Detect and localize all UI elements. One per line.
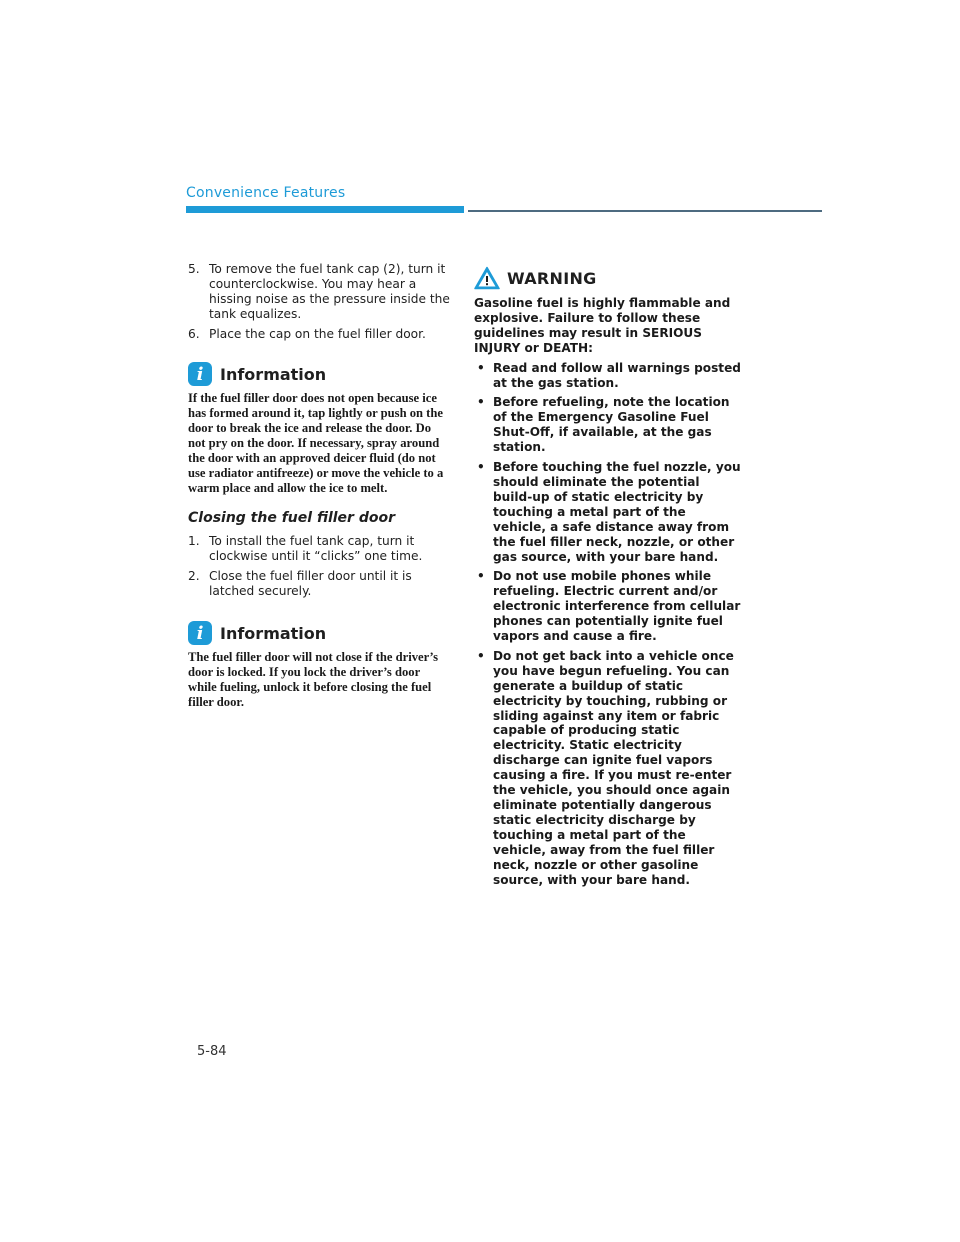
step-1 [188, 534, 450, 564]
step-2 [188, 569, 450, 599]
section-title: Convenience Features [186, 185, 346, 201]
information-body: The fuel filler door will not close if the driver’s door is locked. If you lock the driver’s door while fueling, unlock it before closing the fuel filler door. [188, 650, 439, 709]
bullet-text: Do not use mobile phones while refueling. Electric current and/or electronic interference from cellular phones can potentially ignite fuel vapors and cause a fire. [493, 569, 741, 644]
warning-bullet [474, 395, 742, 455]
information-header [188, 362, 450, 386]
step-text: To remove the fuel tank cap (2), turn it counterclockwise. You may hear a hissing noise as the pressure inside the tank equalizes. [209, 262, 450, 321]
bullet-marker: • [477, 460, 485, 475]
bullet-text: Before refueling, note the location of the Emergency Gasoline Fuel Shut-Off, if available, at the gas station. [493, 395, 730, 455]
bullet-text: Do not get back into a vehicle once you have begun refueling. You can generate a buildup of static electricity by touching, rubbing or sliding against any item or fabric capable of producing static electricity. Static electricity discharge can ignite fuel vapors causing a fire. If you must re-enter the vehicle, you should once again eliminate potentially dangerous static electricity discharge by touching a metal part of the vehicle, away from the fuel filler neck, nozzle or other gasoline source, with your bare hand. [493, 648, 734, 887]
info-icon: i [188, 621, 212, 645]
information-title: Information [220, 364, 327, 384]
bullet-marker: • [477, 569, 485, 584]
step-number: 6. [188, 327, 200, 341]
warning-header [474, 266, 742, 290]
step-text: Close the fuel filler door until it is latched securely. [209, 569, 412, 598]
bullet-marker: • [477, 648, 485, 663]
bullet-text: Before touching the fuel nozzle, you should eliminate the potential build-up of static electricity by touching a metal part of the vehicle, a safe distance away from the fuel filler neck, nozzle, or other gas source, with your bare hand. [493, 460, 741, 564]
left-column [188, 262, 450, 710]
information-title: Information [220, 623, 327, 643]
warning-bullet [474, 460, 742, 564]
closing-section-heading: Closing the fuel filler door [188, 510, 395, 526]
page-number: 5-84 [197, 1044, 227, 1059]
right-column [474, 266, 742, 892]
bullet-marker: • [477, 360, 485, 375]
step-text: Place the cap on the fuel filler door. [209, 327, 426, 341]
information-header [188, 621, 450, 645]
step-number: 5. [188, 262, 200, 276]
step-5 [188, 262, 450, 322]
warning-bullet [474, 361, 742, 391]
warning-intro: Gasoline fuel is highly flammable and explosive. Failure to follow these guidelines may result in SERIOUS INJURY or DEATH: [474, 296, 731, 355]
warning-triangle-icon [474, 266, 500, 290]
bullet-text: Read and follow all warnings posted at the gas station. [493, 360, 741, 390]
step-text: To install the fuel tank cap, turn it clockwise until it “clicks” one time. [209, 534, 423, 563]
warning-bullet [474, 649, 742, 888]
header-accent-rule [186, 206, 464, 213]
warning-title: WARNING [507, 268, 597, 288]
bullet-marker: • [477, 395, 485, 410]
step-number: 1. [188, 534, 200, 548]
information-body: If the fuel filler door does not open because ice has formed around it, tap lightly or push on the door to break the ice and release the door. Do not pry on the door. If necessary, spray around the door with an approved deicer fluid (do not use radiator antifreeze) or move the vehicle to a warm place and allow the ice to melt. [188, 391, 444, 495]
header-rule [468, 210, 822, 212]
info-icon: i [188, 362, 212, 386]
warning-bullet [474, 569, 742, 644]
step-number: 2. [188, 569, 200, 583]
step-6 [188, 327, 450, 342]
